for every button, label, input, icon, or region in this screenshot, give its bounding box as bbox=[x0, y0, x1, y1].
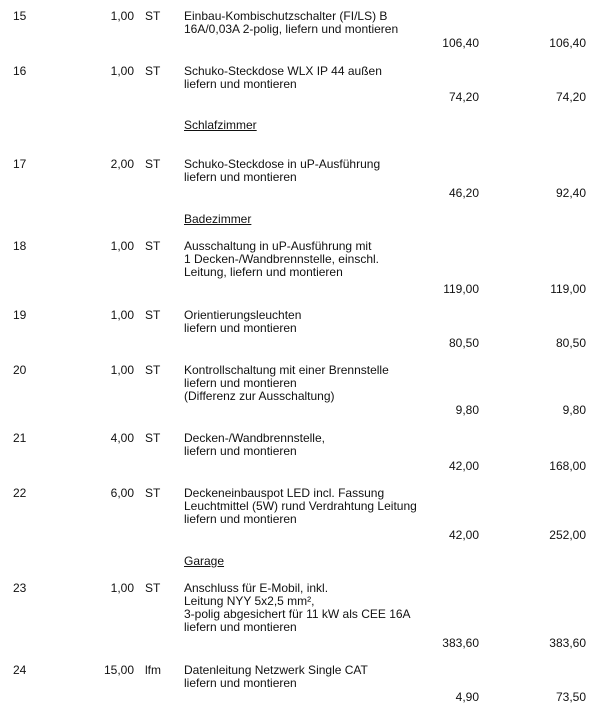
quantity: 1,00 bbox=[110, 308, 134, 322]
position-number: 21 bbox=[13, 431, 27, 445]
description-line: liefern und montieren bbox=[184, 376, 297, 390]
description-line: liefern und montieren bbox=[184, 676, 297, 690]
description-line: liefern und montieren bbox=[184, 170, 297, 184]
description-line: (Differenz zur Ausschaltung) bbox=[184, 389, 335, 403]
description-line: 3-polig abgesichert für 11 kW als CEE 16A bbox=[184, 607, 411, 621]
section-heading-garage: Garage bbox=[184, 554, 225, 568]
description-line: Leitung NYY 5x2,5 mm², bbox=[184, 594, 315, 608]
position-number: 17 bbox=[13, 157, 27, 171]
unit-price: 42,00 bbox=[448, 459, 479, 473]
description-line: liefern und montieren bbox=[184, 321, 297, 335]
position-number: 18 bbox=[13, 239, 27, 253]
unit: ST bbox=[145, 9, 161, 23]
description-line: Kontrollschaltung mit einer Brennstelle bbox=[184, 363, 389, 377]
description bbox=[184, 65, 444, 91]
unit-price: 119,00 bbox=[443, 282, 479, 296]
unit-price: 9,80 bbox=[455, 403, 479, 417]
description-line: Einbau-Kombischutzschalter (FI/LS) B bbox=[184, 9, 388, 23]
description-line: 16A/0,03A 2-polig, liefern und montieren bbox=[184, 22, 399, 36]
unit-price: 383,60 bbox=[442, 636, 479, 650]
quantity: 6,00 bbox=[110, 486, 134, 500]
total-price: 80,50 bbox=[555, 336, 586, 350]
unit: ST bbox=[145, 157, 161, 171]
unit: ST bbox=[145, 64, 161, 78]
description-line: Orientierungsleuchten bbox=[184, 308, 302, 322]
description-line: Ausschaltung in uP-Ausführung mit bbox=[184, 239, 372, 253]
total-price: 92,40 bbox=[555, 186, 586, 200]
total-price: 252,00 bbox=[549, 528, 586, 542]
description bbox=[184, 364, 444, 403]
description bbox=[184, 664, 444, 690]
description bbox=[184, 432, 444, 458]
quantity: 1,00 bbox=[110, 581, 134, 595]
total-price: 383,60 bbox=[549, 636, 586, 650]
unit: ST bbox=[145, 363, 161, 377]
description-line: liefern und montieren bbox=[184, 77, 297, 91]
total-price: 73,50 bbox=[555, 690, 586, 704]
total-price: 9,80 bbox=[562, 403, 586, 417]
quantity: 15,00 bbox=[103, 663, 134, 677]
total-price: 106,40 bbox=[549, 36, 586, 50]
description-line: Schuko-Steckdose in uP-Ausführung bbox=[184, 157, 381, 171]
description-line: Datenleitung Netzwerk Single CAT bbox=[184, 663, 368, 677]
position-number: 19 bbox=[13, 308, 27, 322]
unit: ST bbox=[145, 431, 161, 445]
total-price: 168,00 bbox=[549, 459, 586, 473]
description bbox=[184, 582, 444, 634]
description-line: Decken-/Wandbrennstelle, bbox=[184, 431, 325, 445]
quantity: 1,00 bbox=[110, 9, 134, 23]
position-number: 23 bbox=[13, 581, 27, 595]
description bbox=[184, 240, 444, 279]
quantity: 1,00 bbox=[110, 363, 134, 377]
position-number: 22 bbox=[13, 486, 27, 500]
quantity: 1,00 bbox=[110, 239, 134, 253]
position-number: 16 bbox=[13, 64, 27, 78]
description-line: Anschluss für E-Mobil, inkl. bbox=[184, 581, 329, 595]
quantity: 2,00 bbox=[110, 157, 134, 171]
description-line: 1 Decken-/Wandbrennstelle, einschl. bbox=[184, 252, 379, 266]
unit-price: 106,40 bbox=[442, 36, 479, 50]
position-number: 24 bbox=[13, 663, 27, 677]
section-heading-badezimmer: Badezimmer bbox=[184, 212, 252, 226]
unit-price: 4,90 bbox=[455, 690, 479, 704]
position-number: 20 bbox=[13, 363, 27, 377]
description-line: Leuchtmittel (5W) rund Verdrahtung Leitung bbox=[184, 499, 417, 513]
description-line: liefern und montieren bbox=[184, 444, 297, 458]
description-line: liefern und montieren bbox=[184, 620, 297, 634]
quantity: 1,00 bbox=[110, 64, 134, 78]
description-line: Deckeneinbauspot LED incl. Fassung bbox=[184, 486, 385, 500]
description-line: liefern und montieren bbox=[184, 512, 297, 526]
unit: ST bbox=[145, 486, 161, 500]
unit: ST bbox=[145, 581, 161, 595]
quantity: 4,00 bbox=[110, 431, 134, 445]
unit-price: 74,20 bbox=[448, 90, 479, 104]
total-price: 74,20 bbox=[555, 90, 586, 104]
description-line: Leitung, liefern und montieren bbox=[184, 265, 343, 279]
description-line: Schuko-Steckdose WLX IP 44 außen bbox=[184, 64, 382, 78]
description bbox=[184, 487, 444, 526]
position-number: 15 bbox=[13, 9, 27, 23]
description bbox=[184, 10, 444, 36]
description bbox=[184, 309, 444, 335]
unit-price: 42,00 bbox=[448, 528, 479, 542]
unit-price: 46,20 bbox=[448, 186, 479, 200]
unit: ST bbox=[145, 239, 161, 253]
unit-price: 80,50 bbox=[448, 336, 479, 350]
section-heading-schlafzimmer: Schlafzimmer bbox=[184, 118, 257, 132]
total-price: 119,00 bbox=[550, 282, 586, 296]
unit: lfm bbox=[145, 663, 161, 677]
description bbox=[184, 158, 444, 184]
unit: ST bbox=[145, 308, 161, 322]
